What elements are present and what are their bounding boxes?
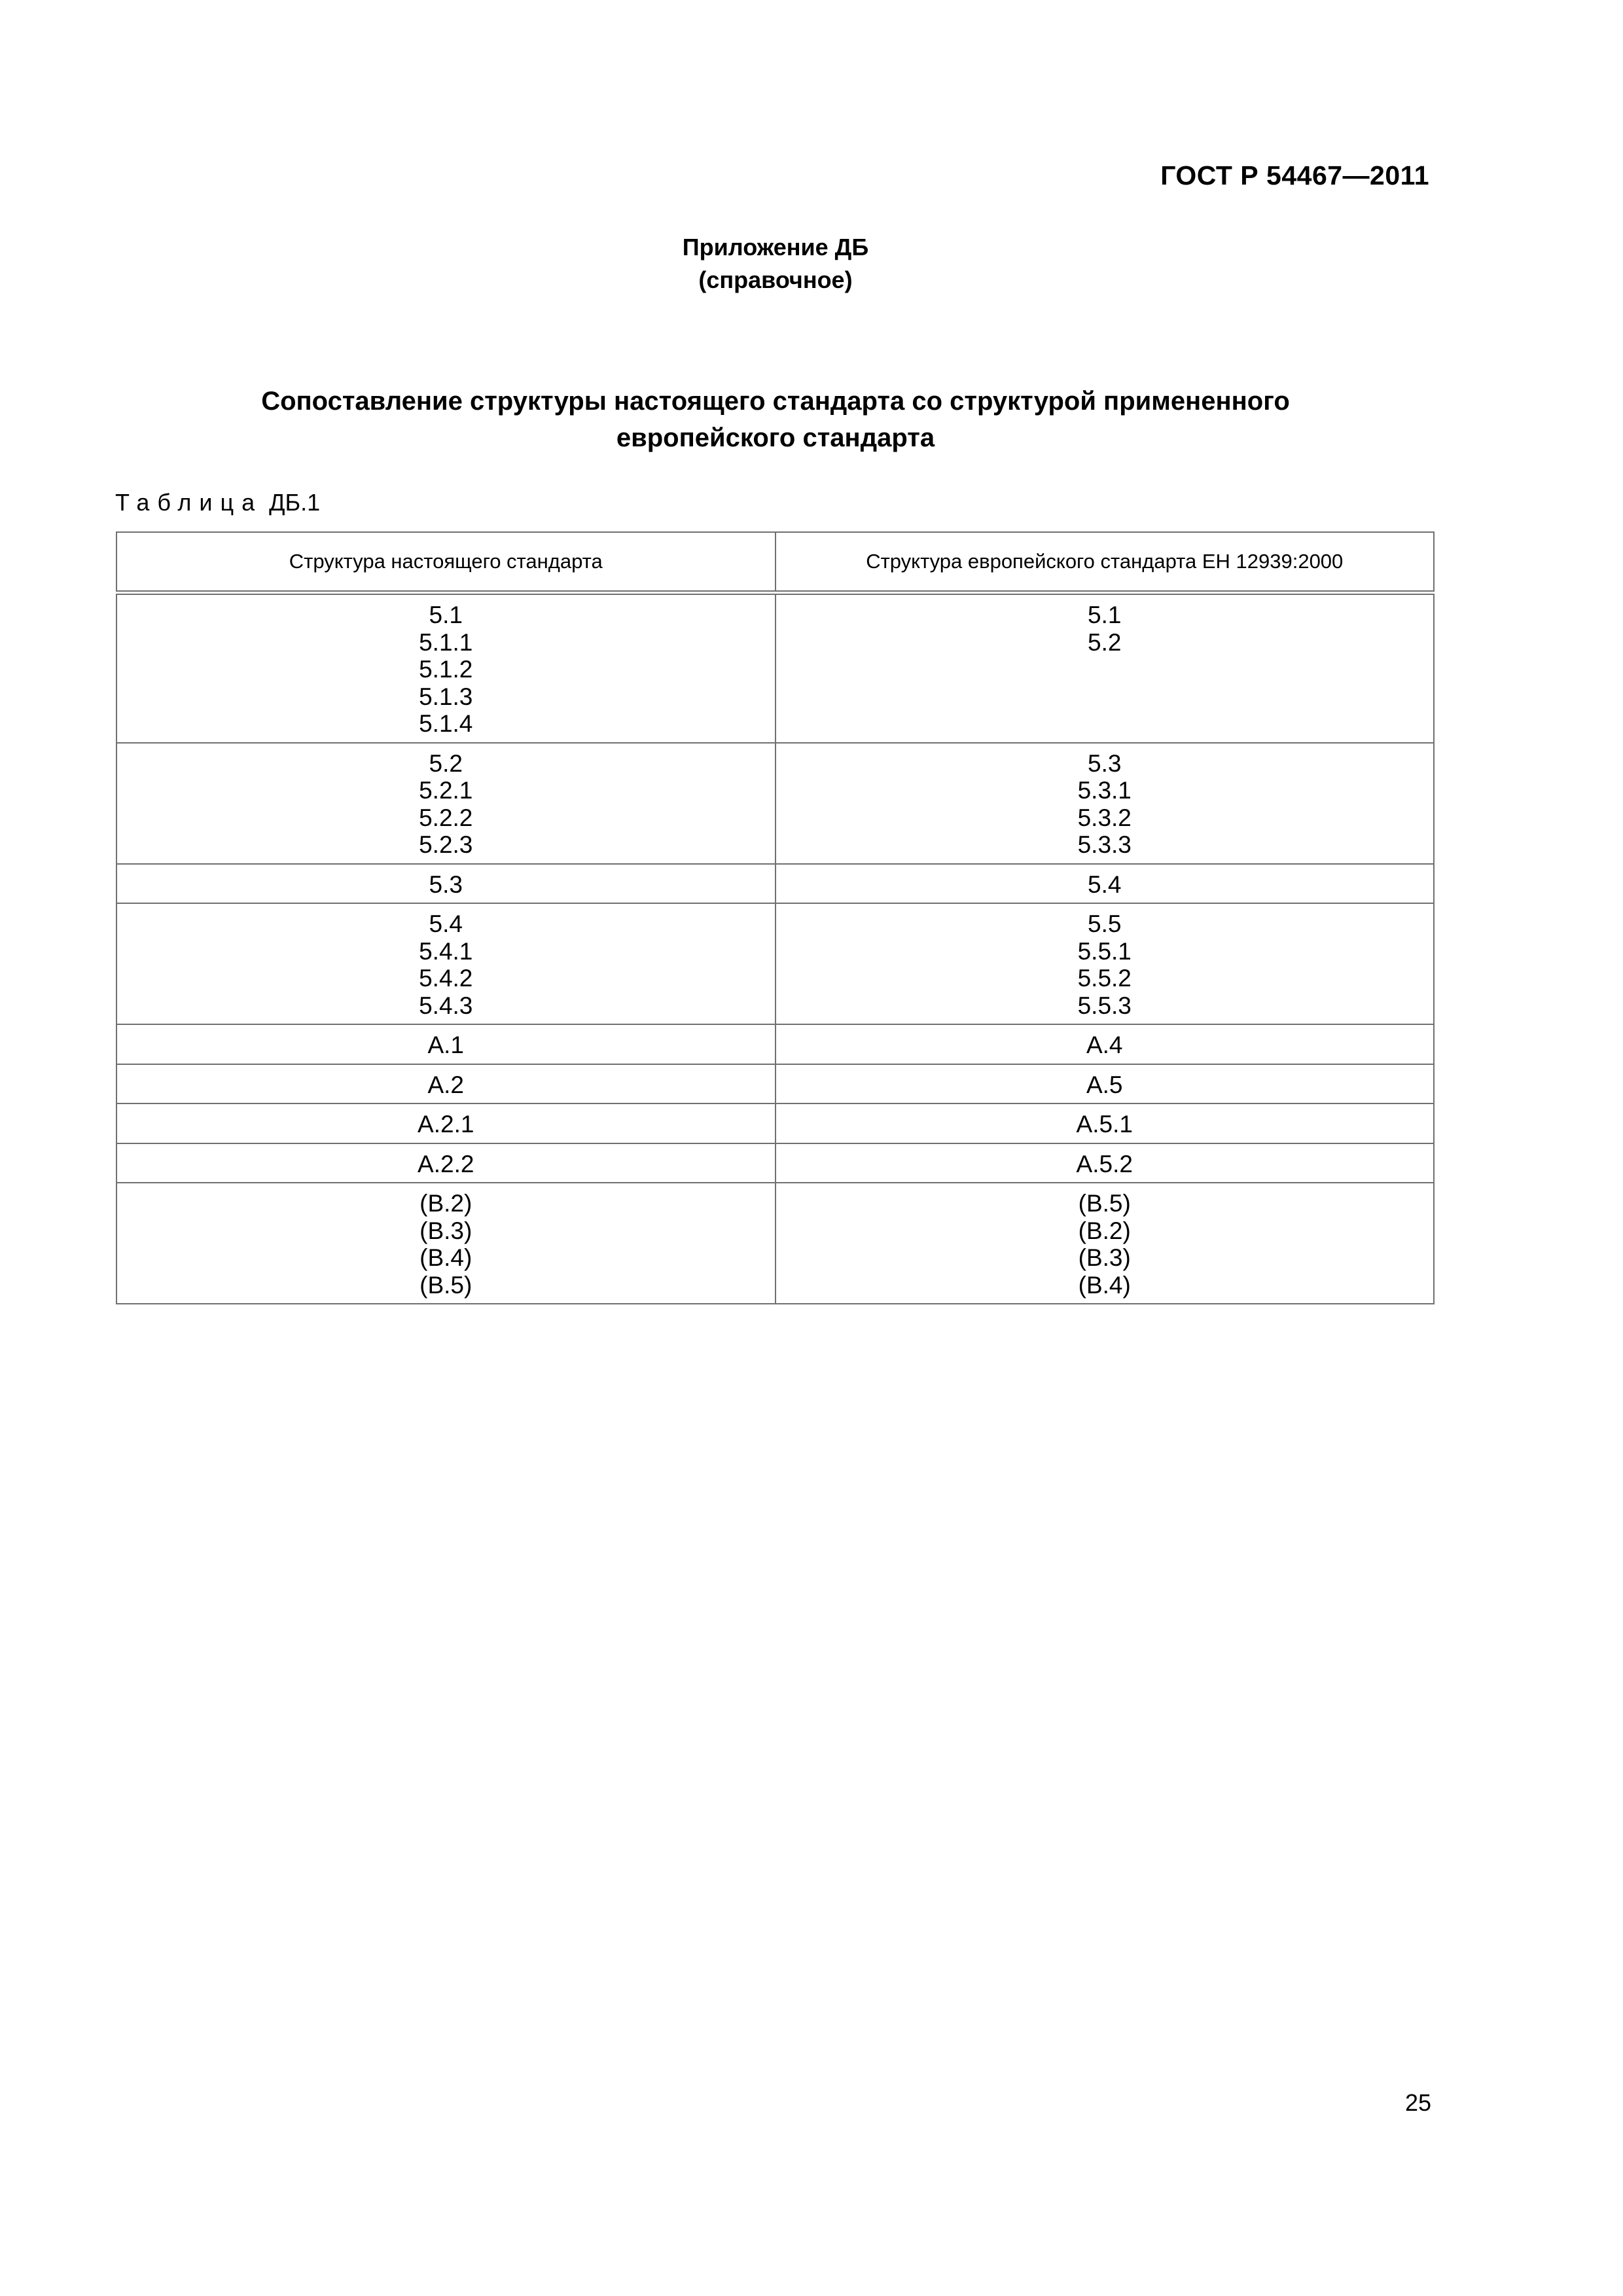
column-header-current-standard: Структура настоящего стандарта bbox=[116, 532, 776, 593]
cell-european-standard bbox=[776, 593, 1435, 743]
clause-number: (В.5) bbox=[419, 1271, 473, 1299]
table-header-row bbox=[116, 532, 1434, 593]
appendix-title: Приложение ДБ bbox=[682, 234, 869, 260]
table-row bbox=[116, 1143, 1434, 1183]
document-code: ГОСТ Р 54467—2011 bbox=[1160, 160, 1429, 190]
cell-european-standard bbox=[776, 1183, 1435, 1304]
clause-number: А.5 bbox=[1086, 1071, 1123, 1098]
table-row bbox=[116, 903, 1434, 1024]
table-row bbox=[116, 593, 1434, 743]
appendix-status: (справочное) bbox=[698, 266, 853, 293]
clause-number: 5.2.3 bbox=[419, 831, 473, 858]
clause-number: 5.1 bbox=[429, 601, 463, 628]
cell-current-standard bbox=[116, 1064, 776, 1104]
cell-current-standard bbox=[116, 1183, 776, 1304]
table-row bbox=[116, 1183, 1434, 1304]
clause-number: 5.4.3 bbox=[419, 992, 473, 1019]
table-row bbox=[116, 864, 1434, 904]
clause-number: 5.5 bbox=[1088, 910, 1122, 937]
section-title-line-2: европейского стандарта bbox=[616, 423, 935, 452]
table-header bbox=[116, 532, 1434, 593]
clause-number: 5.4 bbox=[429, 910, 463, 937]
table-row bbox=[116, 1103, 1434, 1143]
cell-european-standard bbox=[776, 864, 1435, 904]
cell-current-standard bbox=[116, 1024, 776, 1064]
structure-comparison-table bbox=[116, 531, 1435, 1304]
cell-current-standard bbox=[116, 864, 776, 904]
table-row bbox=[116, 1024, 1434, 1064]
clause-number: (В.4) bbox=[419, 1244, 473, 1271]
clause-number: 5.1.1 bbox=[419, 628, 473, 656]
cell-current-standard bbox=[116, 1103, 776, 1143]
clause-number: 5.3 bbox=[1088, 749, 1122, 777]
clause-number: 5.4.2 bbox=[419, 965, 473, 992]
section-title-line-1: Сопоставление структуры настоящего стандарта со структурой примененного bbox=[261, 387, 1290, 416]
column-header-european-standard: Структура европейского стандарта ЕН 12939:2000 bbox=[776, 532, 1435, 593]
table-caption bbox=[115, 489, 320, 516]
clause-number: 5.2 bbox=[429, 749, 463, 777]
table-body bbox=[116, 593, 1434, 1304]
clause-number: 5.1.4 bbox=[419, 710, 473, 737]
section-title bbox=[0, 383, 1551, 456]
clause-number: (В.2) bbox=[1078, 1217, 1131, 1244]
clause-number: 5.1 bbox=[1088, 601, 1122, 628]
appendix-heading bbox=[0, 231, 1551, 296]
table-caption-id: ДБ.1 bbox=[269, 489, 321, 516]
clause-number: 5.1.3 bbox=[419, 683, 473, 710]
clause-number: 5.4 bbox=[1088, 870, 1122, 898]
page-number: 25 bbox=[1404, 2089, 1431, 2116]
cell-european-standard bbox=[776, 1143, 1435, 1183]
cell-european-standard bbox=[776, 1064, 1435, 1104]
clause-number: (В.3) bbox=[1078, 1244, 1131, 1271]
cell-european-standard bbox=[776, 903, 1435, 1024]
clause-number: А.2 bbox=[427, 1071, 465, 1098]
clause-number: 5.4.1 bbox=[419, 937, 473, 965]
clause-number: 5.2.1 bbox=[419, 777, 473, 804]
cell-current-standard bbox=[116, 593, 776, 743]
cell-current-standard bbox=[116, 903, 776, 1024]
clause-number: (В.2) bbox=[419, 1190, 473, 1217]
clause-number: (В.4) bbox=[1078, 1271, 1131, 1299]
clause-number: 5.5.1 bbox=[1077, 937, 1132, 965]
clause-number: 5.3 bbox=[429, 870, 463, 898]
table-caption-word: Таблица bbox=[115, 489, 263, 516]
clause-number: А.2.2 bbox=[418, 1150, 474, 1177]
cell-current-standard bbox=[116, 743, 776, 864]
cell-european-standard bbox=[776, 1024, 1435, 1064]
clause-number: А.5.2 bbox=[1076, 1150, 1133, 1177]
cell-european-standard bbox=[776, 743, 1435, 864]
cell-current-standard bbox=[116, 1143, 776, 1183]
table-row bbox=[116, 1064, 1434, 1104]
clause-number: А.1 bbox=[427, 1031, 465, 1058]
clause-number: (В.3) bbox=[419, 1217, 473, 1244]
clause-number: (В.5) bbox=[1078, 1190, 1131, 1217]
clause-number: А.2.1 bbox=[418, 1111, 474, 1138]
clause-number: 5.1.2 bbox=[419, 656, 473, 683]
clause-number: 5.3.1 bbox=[1077, 777, 1132, 804]
cell-european-standard bbox=[776, 1103, 1435, 1143]
clause-number: 5.3.2 bbox=[1077, 804, 1132, 831]
clause-number: 5.5.3 bbox=[1077, 992, 1132, 1019]
clause-number: 5.3.3 bbox=[1077, 831, 1132, 858]
clause-number: 5.2.2 bbox=[419, 804, 473, 831]
clause-number: А.4 bbox=[1086, 1031, 1123, 1058]
table-row bbox=[116, 743, 1434, 864]
clause-number: А.5.1 bbox=[1076, 1111, 1133, 1138]
clause-number: 5.5.2 bbox=[1077, 965, 1132, 992]
clause-number: 5.2 bbox=[1088, 628, 1122, 656]
